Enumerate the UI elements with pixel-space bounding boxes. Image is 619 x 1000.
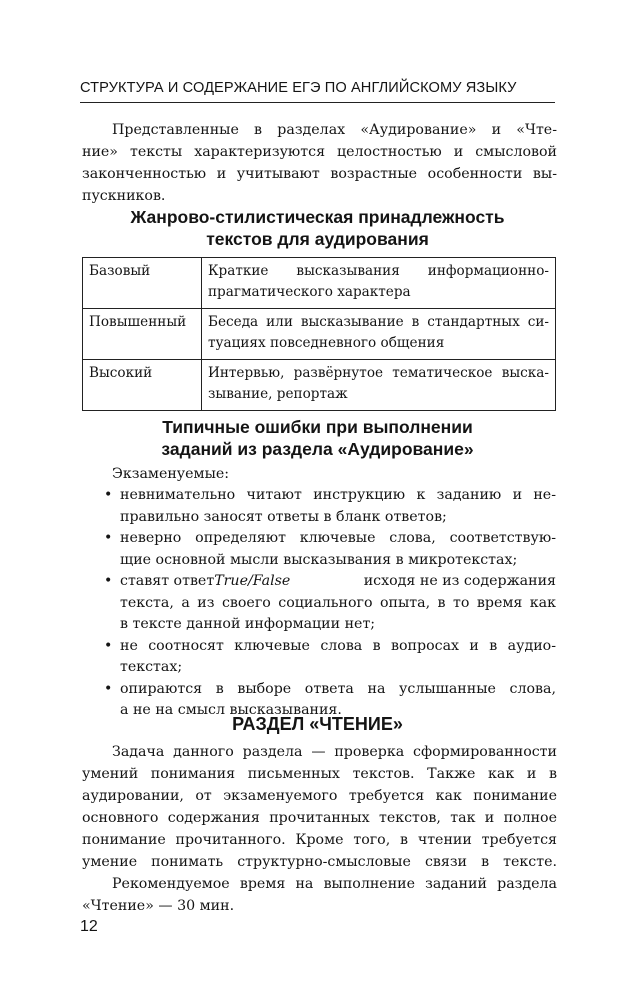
table-row	[83, 360, 556, 411]
heading-line: текстов для аудирования	[206, 229, 429, 249]
heading-line: Жанрово-стилистическая принадлежность	[130, 207, 505, 227]
level-cell: Повышенный	[83, 309, 202, 360]
errors-heading	[80, 416, 555, 460]
cell-line: Краткие высказывания информационно-	[208, 263, 549, 279]
page-number: 12	[80, 918, 98, 935]
text-line	[120, 571, 556, 593]
list-item	[104, 571, 556, 636]
running-head: СТРУКТУРА И СОДЕРЖАНИЕ ЕГЭ ПО АНГЛИЙСКОМУ ЯЗЫКУ	[80, 80, 517, 96]
text-line: • невнимательно читают инструкцию к заданию и не-	[120, 487, 556, 503]
description-cell	[202, 360, 556, 411]
cell-line: прагматического характера	[208, 284, 411, 300]
text-line: ние» тексты характеризуются целостностью и смысловой	[82, 144, 557, 160]
errors-intro: Экзаменуемые:	[112, 466, 230, 482]
errors-list	[104, 485, 556, 722]
table-row	[83, 258, 556, 309]
text-line: «Чтение» — 30 мин.	[82, 898, 235, 914]
text-line: Задача данного раздела — проверка сформированности	[112, 744, 557, 760]
italic-term: True/False	[214, 573, 291, 589]
reading-paragraph	[82, 741, 557, 873]
description-cell	[202, 258, 556, 309]
text-line: а не на смысл высказывания.	[120, 702, 342, 718]
genre-heading	[80, 206, 555, 250]
text-line: • неверно определяют ключевые слова, соответствую-	[120, 530, 556, 546]
cell-line: зывание, репортаж	[208, 386, 348, 402]
text-fragment: исходя не из содержания	[363, 573, 556, 589]
list-item	[104, 528, 556, 571]
text-line: текста, а из своего социального опыта, в то время как	[120, 594, 556, 611]
level-cell: Базовый	[83, 258, 202, 309]
heading-line: Типичные ошибки при выполнении	[162, 417, 473, 437]
text-line: • не соотносят ключевые слова в вопросах и в аудио-	[120, 637, 556, 654]
cell-line: Беседа или высказывание в стандартных си-	[208, 314, 549, 330]
text-line: Рекомендуемое время на выполнение заданий раздела	[112, 876, 557, 892]
list-item	[104, 485, 556, 528]
text-line: текстах;	[120, 659, 183, 675]
text-line: аудировании, от экзаменуемого требуется как понимание	[82, 788, 557, 804]
text-line: основного содержания прочитанных текстов, так и полное	[82, 810, 557, 826]
text-line: в тексте данной информации нет;	[120, 616, 376, 632]
description-cell	[202, 309, 556, 360]
text-line: умение понимать структурно-смысловые связи в тексте.	[82, 854, 557, 870]
text-line: пускников.	[82, 188, 166, 204]
text-line: законченностью и учитывают возрастные особенности вы-	[82, 166, 557, 182]
running-head-rule	[80, 102, 555, 103]
reading-time-paragraph	[82, 873, 557, 917]
cell-line: туациях повседневного общения	[208, 335, 445, 351]
text-line: правильно заносят ответы в бланк ответов;	[120, 508, 447, 525]
text-line: щие основной мысли высказывания в микротекстах;	[120, 551, 518, 568]
text-line: Представленные в разделах «Аудирование» и «Чте-	[112, 122, 557, 138]
text-line: понимание прочитанного. Кроме того, в чтении требуется	[82, 832, 557, 848]
cell-line: Интервью, развёрнутое тематическое выска-	[208, 365, 549, 381]
intro-paragraph	[82, 119, 557, 207]
genre-table	[82, 257, 556, 411]
text-fragment: • ставят ответ	[120, 573, 215, 589]
reading-section-heading: РАЗДЕЛ «ЧТЕНИЕ»	[232, 714, 403, 734]
heading-line: заданий из раздела «Аудирование»	[161, 439, 474, 459]
text-line: • опираются в выборе ответа на услышанные слова,	[120, 680, 556, 697]
list-item	[104, 636, 556, 679]
level-cell: Высокий	[83, 360, 202, 411]
table-row	[83, 309, 556, 360]
text-line: умений понимания письменных текстов. Также как и в	[82, 766, 557, 782]
